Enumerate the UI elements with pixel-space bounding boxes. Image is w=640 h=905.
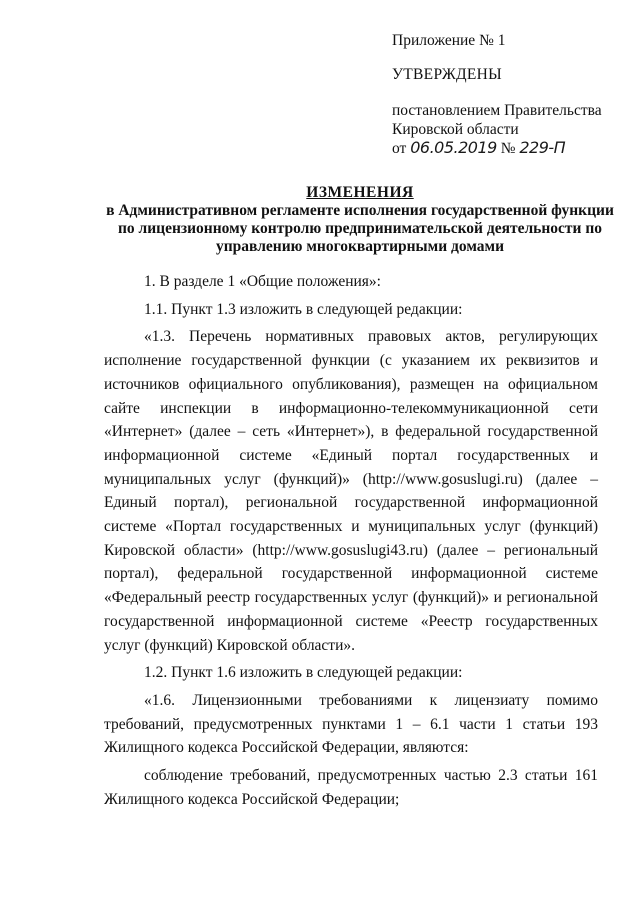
paragraph-1-2: 1.2. Пункт 1.6 изложить в следующей редакции: [144,664,463,682]
decree-date-line [392,139,602,159]
title-line-1: в Административном регламенте исполнения государственной функции [106,202,614,219]
approved-label: УТВЕРЖДЕНЫ [392,66,502,83]
document-title [80,184,640,256]
decree-reference [392,102,602,159]
handwritten-date: 06.05.2019 [410,138,497,157]
document-body [104,270,598,811]
paragraph-1-3-text: «1.3. Перечень нормативных правовых актов, регулирующих исполнение государственной функции (с указанием их реквизитов и источников официального опубликования), размещен на официальном сайте инспекции в информационно-телекоммуникационной сети «Интернет» (далее – сеть «Интернет»), в федеральной государственной информационной системе «Единый портал государственных и муниципальных услуг (функций)» (http://www.gosuslugi.ru) (далее – Единый портал), региональной государственной информационной системе «Портал государственных и муниципальных услуг (функций) Кировской области» (http://www.gosuslugi43.ru) (далее – региональный портал), федеральной государственной информационной системе «Федеральный реестр государственных услуг (функций)» и региональной государственной информационной системе «Реестр государственных услуг (функций) Кировской области». [104,328,598,654]
decree-line-1: постановлением Правительства [392,102,602,119]
number-prefix: № [500,140,516,157]
appendix-label: Приложение № 1 [392,32,506,49]
title-line-2: по лицензионному контролю предпринимательской деятельности по [117,220,603,237]
handwritten-number: 229-П [519,138,566,157]
paragraph-1-1: 1.1. Пункт 1.3 изложить в следующей редакции: [144,300,463,318]
title-line-3: управлению многоквартирными домами [215,238,505,255]
paragraph-section-1: 1. В разделе 1 «Общие положения»: [144,273,381,290]
paragraph-1-6-text: «1.6. Лицензионными требованиями к лицензиату помимо требований, предусмотренных пунктами 1 – 6.1 части 1 статьи 193 Жилищного кодекса Российской Федерации, являются: [104,691,598,757]
title-main: ИЗМЕНЕНИЯ [306,184,414,201]
paragraph-requirement: соблюдение требований, предусмотренных частью 2.3 статьи 161 Жилищного кодекса Российской Федерации; [104,767,598,808]
decree-line-2: Кировской области [392,120,519,138]
date-prefix: от [392,140,407,157]
